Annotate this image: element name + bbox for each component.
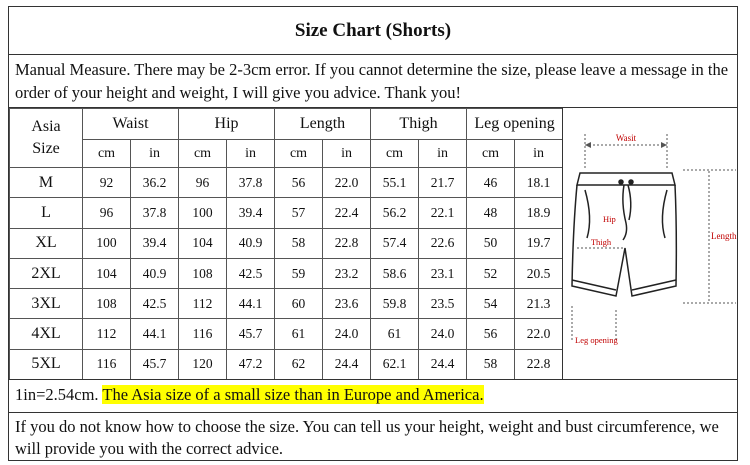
- col-header-hip: Hip: [179, 109, 275, 140]
- value-cell: 21.7: [419, 168, 467, 198]
- table-row: [10, 228, 563, 258]
- value-cell: 22.8: [323, 228, 371, 258]
- value-cell: 96: [83, 198, 131, 228]
- unit-cell: cm: [83, 140, 131, 168]
- value-cell: 42.5: [131, 289, 179, 319]
- value-cell: 47.2: [227, 349, 275, 379]
- value-cell: 92: [83, 168, 131, 198]
- asia-label: Asia: [31, 118, 61, 135]
- value-cell: 108: [179, 258, 227, 288]
- size-table: [9, 108, 563, 380]
- value-cell: 44.1: [131, 319, 179, 349]
- col-header-length: Length: [275, 109, 371, 140]
- value-cell: 24.0: [419, 319, 467, 349]
- value-cell: 18.9: [515, 198, 563, 228]
- thigh-diagram-label: Thigh: [590, 237, 612, 247]
- unit-cell: in: [515, 140, 563, 168]
- value-cell: 52: [467, 258, 515, 288]
- value-cell: 55.1: [371, 168, 419, 198]
- asia-size-warning: The Asia size of a small size than in Europe and America.: [102, 385, 484, 404]
- value-cell: 23.2: [323, 258, 371, 288]
- value-cell: 45.7: [227, 319, 275, 349]
- value-cell: 62.1: [371, 349, 419, 379]
- value-cell: 58.6: [371, 258, 419, 288]
- value-cell: 59.8: [371, 289, 419, 319]
- size-label: Size: [32, 140, 60, 157]
- size-cell: L: [10, 198, 83, 228]
- value-cell: 23.5: [419, 289, 467, 319]
- size-chart: [8, 6, 738, 461]
- value-cell: 40.9: [227, 228, 275, 258]
- header-row: [10, 109, 563, 140]
- value-cell: 58: [467, 349, 515, 379]
- table-row: [10, 258, 563, 288]
- unit-row: [10, 140, 563, 168]
- size-cell: XL: [10, 228, 83, 258]
- value-cell: 104: [179, 228, 227, 258]
- leg-opening-diagram-label: Leg opening: [575, 335, 618, 345]
- value-cell: 59: [275, 258, 323, 288]
- value-cell: 57: [275, 198, 323, 228]
- value-cell: 57.4: [371, 228, 419, 258]
- size-cell: 2XL: [10, 258, 83, 288]
- value-cell: 20.5: [515, 258, 563, 288]
- page-title: Size Chart (Shorts): [9, 7, 737, 55]
- conversion-note: [9, 379, 737, 413]
- value-cell: 44.1: [227, 289, 275, 319]
- asia-size-header: [10, 109, 83, 168]
- size-cell: 3XL: [10, 289, 83, 319]
- value-cell: 24.4: [419, 349, 467, 379]
- value-cell: 50: [467, 228, 515, 258]
- value-cell: 61: [371, 319, 419, 349]
- table-row: [10, 168, 563, 198]
- size-cell: 5XL: [10, 349, 83, 379]
- size-cell: 4XL: [10, 319, 83, 349]
- value-cell: 54: [467, 289, 515, 319]
- value-cell: 22.1: [419, 198, 467, 228]
- value-cell: 108: [83, 289, 131, 319]
- value-cell: 37.8: [227, 168, 275, 198]
- value-cell: 100: [179, 198, 227, 228]
- value-cell: 23.1: [419, 258, 467, 288]
- value-cell: 116: [83, 349, 131, 379]
- value-cell: 24.0: [323, 319, 371, 349]
- col-header-thigh: Thigh: [371, 109, 467, 140]
- shorts-measure-illustration: [563, 108, 738, 379]
- value-cell: 45.7: [131, 349, 179, 379]
- table-row: [10, 289, 563, 319]
- value-cell: 19.7: [515, 228, 563, 258]
- value-cell: 100: [83, 228, 131, 258]
- shorts-drawing: [572, 173, 676, 296]
- conversion-text: 1in=2.54cm.: [15, 385, 103, 404]
- shorts-diagram: [562, 108, 738, 379]
- value-cell: 22.4: [323, 198, 371, 228]
- hip-diagram-label: Hip: [603, 214, 616, 224]
- value-cell: 112: [179, 289, 227, 319]
- unit-cell: in: [131, 140, 179, 168]
- value-cell: 56.2: [371, 198, 419, 228]
- length-diagram-label: Length: [711, 231, 737, 241]
- size-cell: M: [10, 168, 83, 198]
- value-cell: 22.0: [323, 168, 371, 198]
- value-cell: 116: [179, 319, 227, 349]
- value-cell: 39.4: [131, 228, 179, 258]
- value-cell: 112: [83, 319, 131, 349]
- value-cell: 96: [179, 168, 227, 198]
- value-cell: 120: [179, 349, 227, 379]
- table-row: [10, 349, 563, 379]
- value-cell: 104: [83, 258, 131, 288]
- unit-cell: in: [323, 140, 371, 168]
- unit-cell: in: [419, 140, 467, 168]
- value-cell: 21.3: [515, 289, 563, 319]
- value-cell: 22.6: [419, 228, 467, 258]
- value-cell: 61: [275, 319, 323, 349]
- value-cell: 58: [275, 228, 323, 258]
- value-cell: 42.5: [227, 258, 275, 288]
- col-header-leg-opening: Leg opening: [467, 109, 563, 140]
- size-table-wrap: [9, 108, 562, 379]
- value-cell: 40.9: [131, 258, 179, 288]
- value-cell: 60: [275, 289, 323, 319]
- value-cell: 23.6: [323, 289, 371, 319]
- value-cell: 22.8: [515, 349, 563, 379]
- unit-cell: cm: [179, 140, 227, 168]
- unit-cell: in: [227, 140, 275, 168]
- value-cell: 46: [467, 168, 515, 198]
- value-cell: 24.4: [323, 349, 371, 379]
- table-row: [10, 198, 563, 228]
- value-cell: 56: [275, 168, 323, 198]
- value-cell: 36.2: [131, 168, 179, 198]
- value-cell: 37.8: [131, 198, 179, 228]
- col-header-waist: Waist: [83, 109, 179, 140]
- measure-note: Manual Measure. There may be 2-3cm error. If you cannot determine the size, please leave a message in the order of your height and weight, I will give you advice. Thank you!: [9, 55, 737, 108]
- unit-cell: cm: [467, 140, 515, 168]
- value-cell: 18.1: [515, 168, 563, 198]
- unit-cell: cm: [371, 140, 419, 168]
- value-cell: 56: [467, 319, 515, 349]
- value-cell: 22.0: [515, 319, 563, 349]
- value-cell: 48: [467, 198, 515, 228]
- advice-note: If you do not know how to choose the size. You can tell us your height, weight and bust circumference, we will provide you with the correct advice.: [15, 417, 719, 458]
- unit-cell: cm: [275, 140, 323, 168]
- value-cell: 62: [275, 349, 323, 379]
- value-cell: 39.4: [227, 198, 275, 228]
- table-row: [10, 319, 563, 349]
- waist-diagram-label: Wasit: [615, 133, 637, 143]
